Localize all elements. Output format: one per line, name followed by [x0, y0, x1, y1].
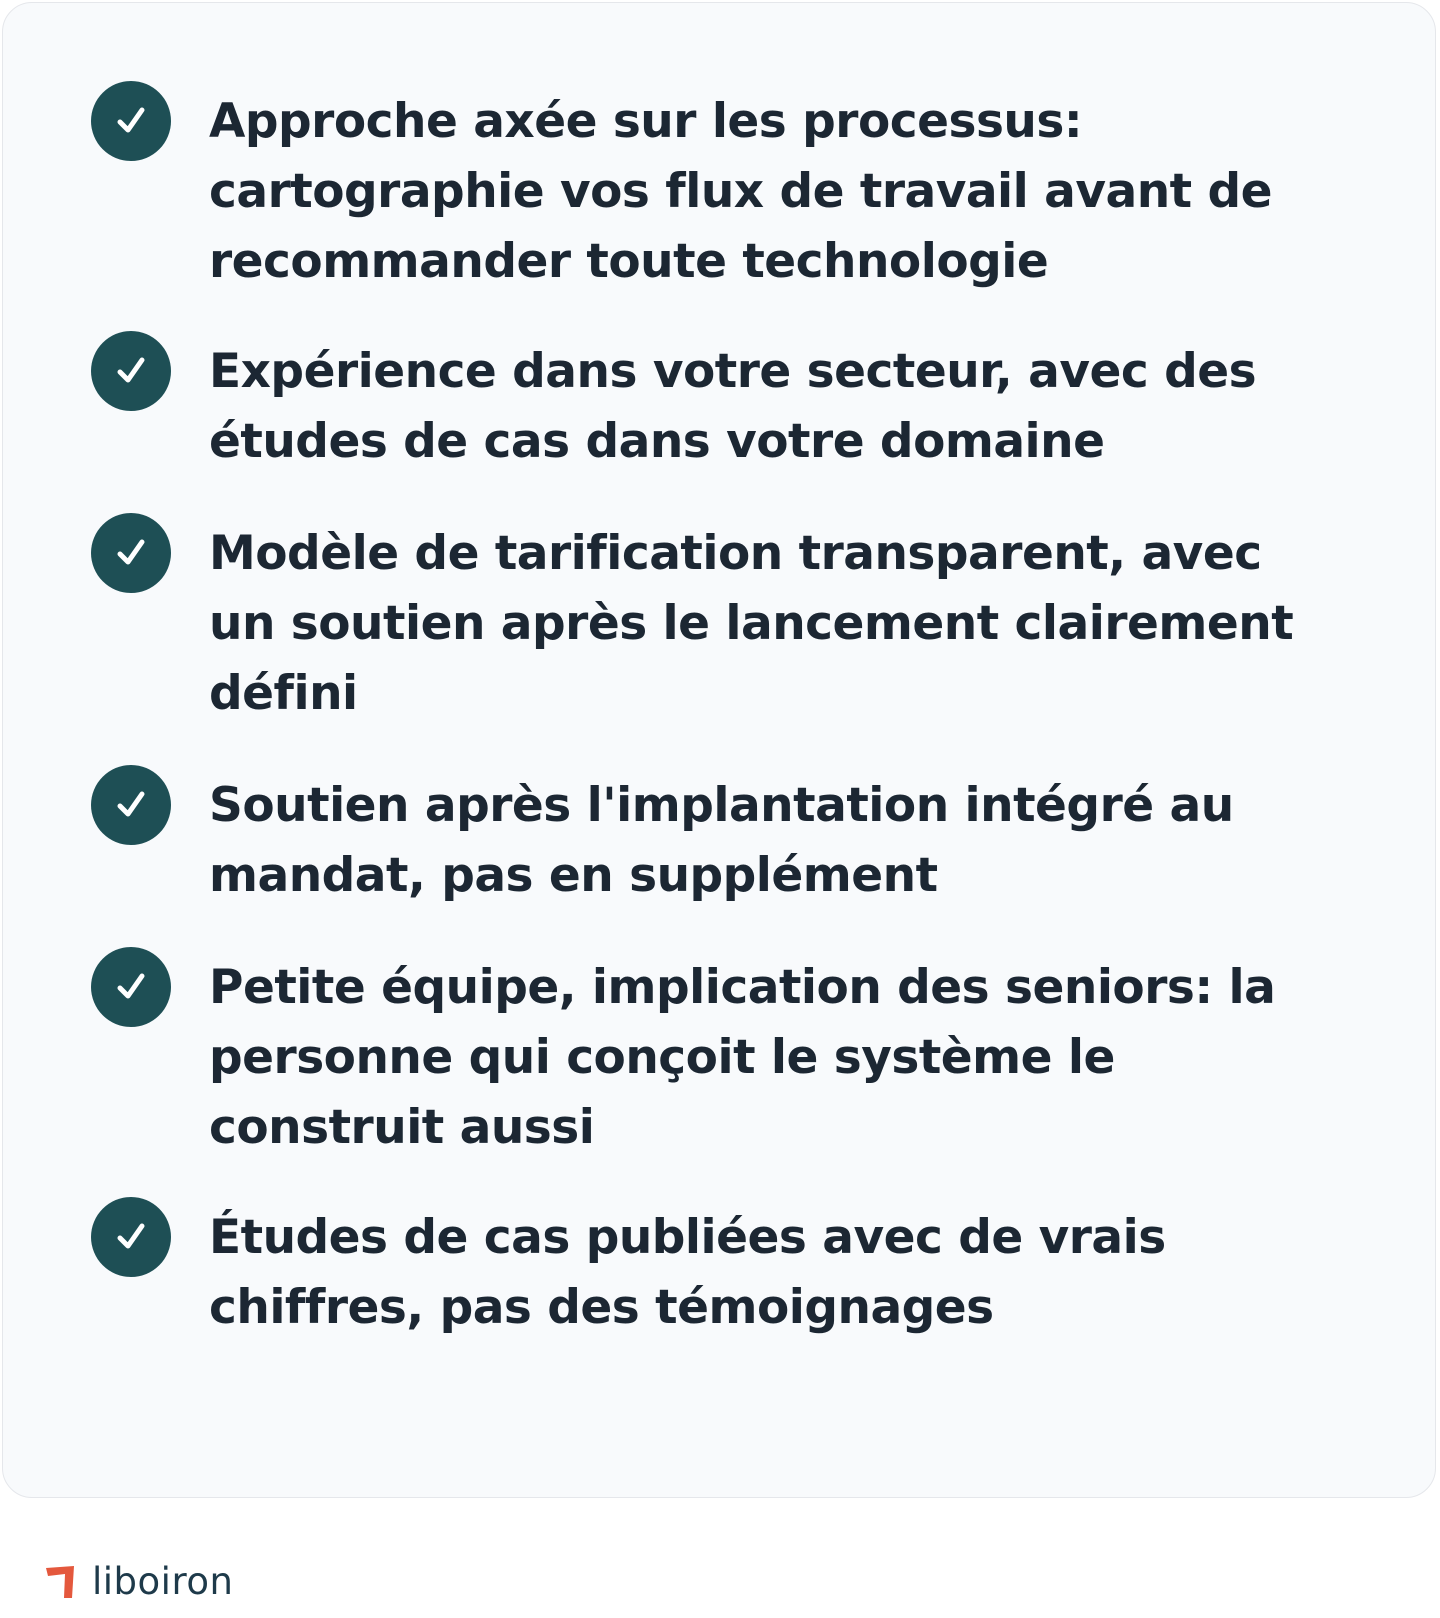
checkmark-icon — [91, 947, 171, 1027]
checkmark-icon — [91, 765, 171, 845]
checklist-card — [2, 2, 1436, 1498]
checklist-item-text: Petite équipe, implication des seniors: la personne qui conçoit le système le construit aussi — [209, 960, 1276, 1155]
checkmark-icon — [91, 1197, 171, 1277]
checklist-item-text: Approche axée sur les processus: cartographie vos flux de travail avant de recommander toute technologie — [209, 94, 1273, 289]
checkmark-icon — [91, 81, 171, 161]
checklist-item-text: Expérience dans votre secteur, avec des études de cas dans votre domaine — [209, 344, 1257, 469]
liboiron-logo-mark-icon — [44, 1564, 78, 1600]
checklist-item-text: Soutien après l'implantation intégré au mandat, pas en supplément — [209, 778, 1234, 903]
brand-logo[interactable] — [44, 1562, 233, 1602]
checkmark-icon — [91, 513, 171, 593]
brand-name: liboiron — [92, 1560, 234, 1603]
checklist-item-text: Études de cas publiées avec de vrais chiffres, pas des témoignages — [209, 1210, 1166, 1335]
checkmark-icon — [91, 331, 171, 411]
checklist-item-text: Modèle de tarification transparent, avec un soutien après le lancement clairement défini — [209, 526, 1294, 721]
